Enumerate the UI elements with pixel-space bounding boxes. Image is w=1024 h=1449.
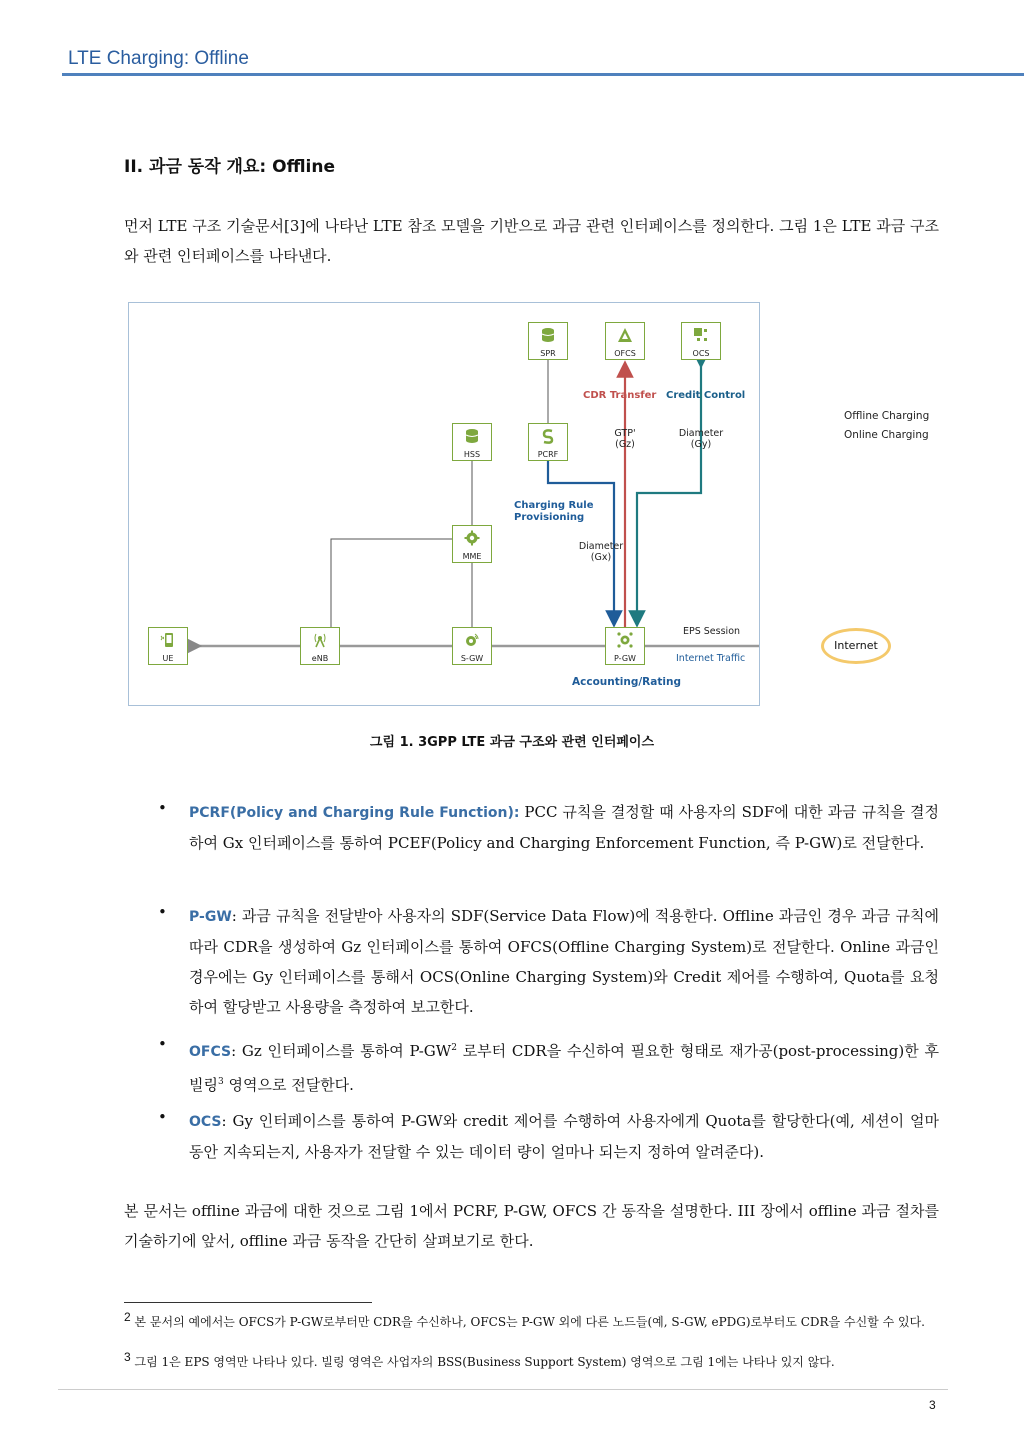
intro-paragraph: 먼저 LTE 구조 기술문서[3]에 나타난 LTE 참조 모델을 기반으로 과금 관련 인터페이스를 정의한다. 그림 1은 LTE 과금 구조와 관련 인터페이스를 나타낸다. <box>124 217 939 265</box>
bullet-pgw-text: : 과금 규칙을 전달받아 사용자의 SDF(Service Data Flow)에 적용한다. Offline 과금인 경우 과금 규칙에 따라 CDR을 생성하여 Gz 인터페이스를 통하여 OFCS(Offline Charging System)로 전달한다. Online 과금인 경우에는 Gy 인터페이스를 통해서 OCS(Online Charging System)와 Credit 제어를 수행하여, Quota를 요청하여 할당받고 사용량을 측정하여 보고한다. <box>189 907 939 1016</box>
gz-text: (Gz) <box>615 439 635 450</box>
bullet-ofcs-text-a: : Gz 인터페이스를 통하여 P-GW <box>231 1042 452 1060</box>
footnote-3-text: 그림 1은 EPS 영역만 나타나 있다. 빌링 영역은 사업자의 BSS(Business Support System) 영역으로 그림 1에는 나타나 있지 않다. <box>134 1355 835 1369</box>
footnote-3 <box>124 1349 939 1370</box>
node-pcrf-label: PCRF <box>537 450 559 459</box>
internet-cloud <box>821 628 891 664</box>
cdr-transfer-label: CDR Transfer <box>583 390 657 401</box>
node-hss-label: HSS <box>463 450 481 459</box>
node-enb <box>300 627 340 665</box>
gtp-text: GTP' <box>614 428 636 439</box>
footnote-ref-2: 2 <box>451 1043 457 1053</box>
mme-enb-link <box>331 539 452 627</box>
bullet-ofcs-text-c: 영역으로 전달한다. <box>223 1076 354 1094</box>
node-ofcs-label: OFCS <box>614 349 636 358</box>
charging-rule-label <box>514 500 594 524</box>
gx-link <box>548 461 614 619</box>
antenna-icon <box>312 632 328 648</box>
footnote-2-text: 본 문서의 예에서는 OFCS가 P-GW로부터만 CDR을 수신하나, OFCS는 P-GW 외에 다른 노드들(예, S-GW, ePDG)로부터도 CDR을 수신할 수 있다. <box>134 1315 925 1329</box>
gy-text: (Gy) <box>690 439 712 450</box>
internet-label: Internet <box>834 639 878 652</box>
phone-icon <box>160 632 176 648</box>
bullet-ocs-term: OCS <box>189 1114 222 1130</box>
gtp-label <box>611 428 639 450</box>
node-ocs-label: OCS <box>692 349 710 358</box>
node-pgw-label: P-GW <box>614 654 636 663</box>
footnote-ref-3: 3 <box>217 1077 224 1087</box>
node-hss <box>452 423 492 461</box>
diameter-gx-text: Diameter <box>578 541 624 552</box>
credit-control-label: Credit Control <box>666 390 746 401</box>
gear-signal-icon <box>464 632 480 648</box>
network-gear-icon <box>617 632 633 648</box>
bullet-dot: • <box>158 1108 167 1126</box>
diagram-connectors <box>129 303 759 705</box>
node-sgw <box>452 627 492 665</box>
page-number: 3 <box>929 1398 936 1412</box>
node-mme-label: MME <box>462 552 482 561</box>
bullet-pcrf-text: PCC 규칙을 결정할 때 사용자의 SDF에 대한 과금 규칙을 결정하여 Gx 인터페이스를 통하여 PCEF(Policy and Charging Enforcement Function, 즉 P-GW)로 전달한다. <box>189 803 939 852</box>
legend-offline-label: Offline Charging <box>844 410 930 422</box>
bullet-dot: • <box>158 903 167 921</box>
diameter-gx-label <box>576 541 626 563</box>
header-rule <box>62 73 1024 76</box>
bullet-pgw <box>189 901 939 1022</box>
bullet-ofcs-term: OFCS <box>189 1044 232 1060</box>
footnote-2-number: 2 <box>124 1310 131 1324</box>
gx-text: (Gx) <box>590 552 612 563</box>
bullet-pcrf-term: PCRF(Policy and Charging Rule Function): <box>189 805 520 821</box>
node-pcrf <box>528 423 568 461</box>
bullet-ofcs <box>189 1033 939 1100</box>
bullet-dot: • <box>158 1035 167 1053</box>
charging-rule-text-2: Provisioning <box>514 512 585 523</box>
diameter-gy-text: Diameter <box>678 428 724 439</box>
section-heading: II. 과금 동작 개요: Offline <box>124 157 335 177</box>
diameter-gy-label <box>675 428 727 450</box>
footnote-2 <box>124 1309 939 1330</box>
bullet-pcrf <box>189 797 939 858</box>
footnote-rule <box>124 1302 372 1303</box>
footer-rule <box>58 1389 948 1390</box>
node-mme <box>452 525 492 563</box>
node-pgw <box>605 627 645 665</box>
blocks-icon <box>693 327 709 343</box>
charging-rule-text-1: Charging Rule <box>514 500 594 511</box>
node-ue-label: UE <box>162 654 174 663</box>
node-ocs <box>681 322 721 360</box>
bullet-pgw-term: P-GW <box>189 909 232 925</box>
node-ofcs <box>605 322 645 360</box>
gear-icon <box>464 530 480 546</box>
node-sgw-label: S-GW <box>460 654 484 663</box>
legend-online-label: Online Charging <box>844 429 929 441</box>
footnote-3-number: 3 <box>124 1350 131 1364</box>
figure-charging-architecture <box>128 302 930 706</box>
node-ue <box>148 627 188 665</box>
bullet-ofcs-text-b: 로부터 CDR을 수신하여 필요한 형태로 재가공(post-processing)한 후 빌링 <box>189 1042 939 1094</box>
triangle-icon <box>617 327 633 343</box>
bullet-ocs-text: : Gy 인터페이스를 통하여 P-GW와 credit 제어를 수행하여 사용자에게 Quota를 할당한다(예, 세션이 얼마동안 지속되는지, 사용자가 전달할 수 있는 데이터 량이 얼마나 되는지 정하여 알려준다). <box>189 1112 939 1161</box>
node-enb-label: eNB <box>311 654 329 663</box>
header-title: LTE Charging: Offline <box>68 48 249 69</box>
bullet-ocs <box>189 1106 939 1167</box>
policy-icon <box>540 428 556 444</box>
closing-paragraph: 본 문서는 offline 과금에 대한 것으로 그림 1에서 PCRF, P-GW, OFCS 간 동작을 설명한다. III 장에서 offline 과금 절차를 기술하기에 앞서, offline 과금 동작을 간단히 살펴보기로 한다. <box>124 1202 939 1250</box>
database-icon <box>464 428 480 444</box>
accounting-rating-label: Accounting/Rating <box>572 676 681 688</box>
database-icon <box>540 327 556 343</box>
bullet-dot: • <box>158 799 167 817</box>
figure-caption: 그림 1. 3GPP LTE 과금 구조와 관련 인터페이스 <box>369 735 655 750</box>
internet-traffic-label: Internet Traffic <box>676 653 746 664</box>
node-spr <box>528 322 568 360</box>
eps-session-label: EPS Session <box>683 626 741 637</box>
node-spr-label: SPR <box>540 349 556 358</box>
